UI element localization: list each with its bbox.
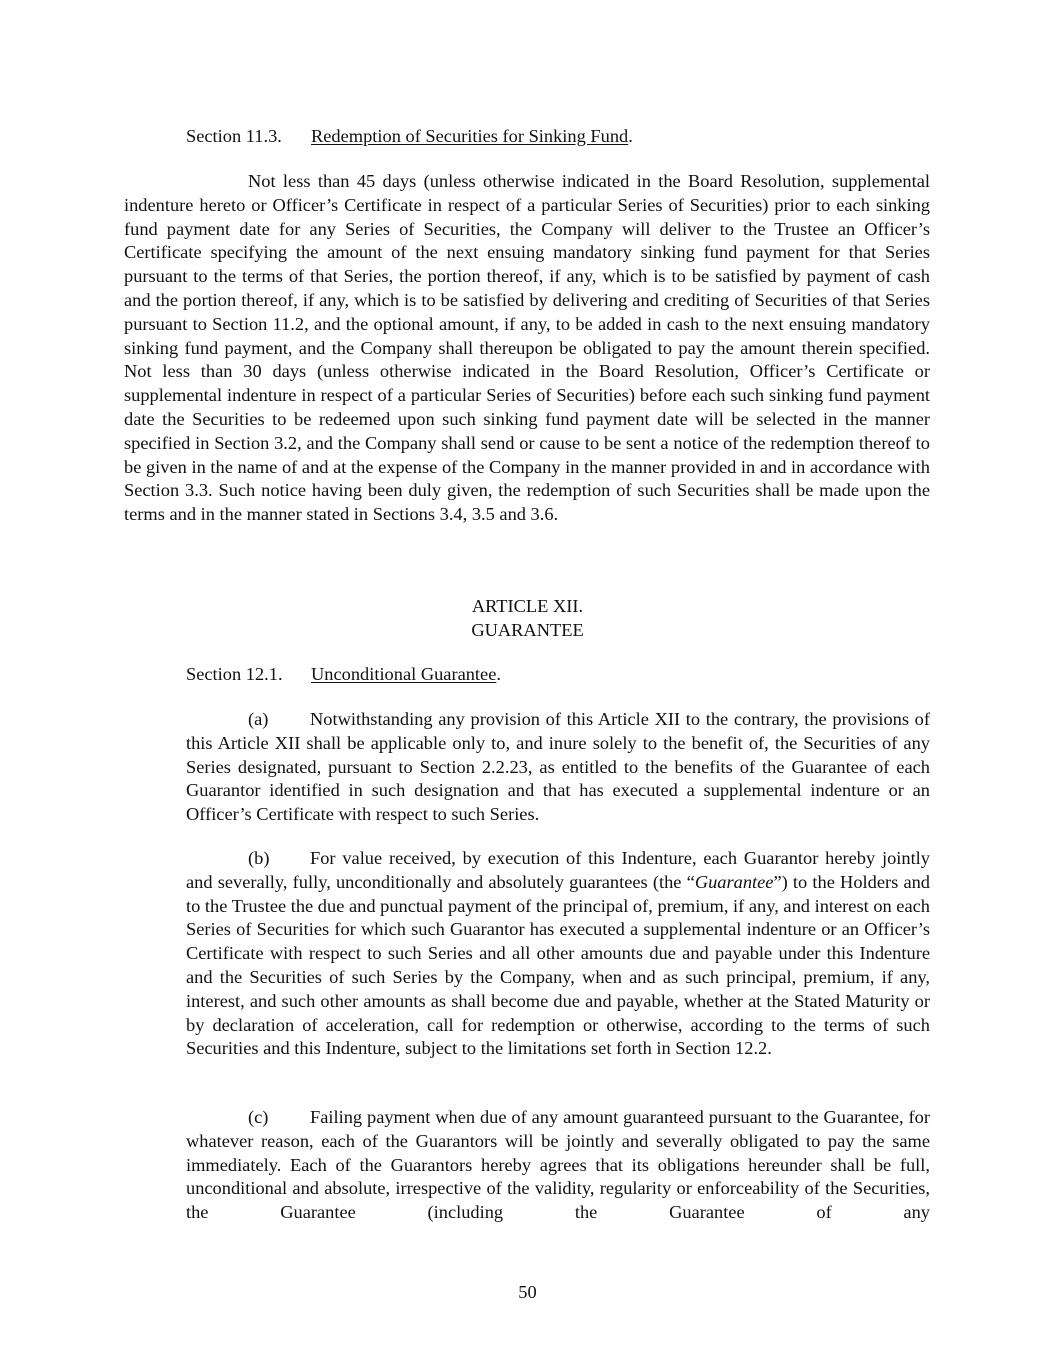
defined-term: Guarantee bbox=[694, 871, 774, 892]
clause-b bbox=[186, 847, 930, 1061]
section-title-period: . bbox=[496, 664, 501, 684]
section-11-3-heading bbox=[186, 125, 633, 149]
section-number: Section 11.3. bbox=[186, 126, 282, 146]
clause-text: Failing payment when due of any amount guaranteed pursuant to the Guarantee, for whatever reason, each of the Guarantors will be jointly and severally obligated to pay the same immediately. Each of the Guarantors hereby agrees that its obligations hereunder shall be full, unconditional and absolute, irrespective of the validity, regularity or enforceability of the Securities, the Guarantee (including the Guarantee of any bbox=[186, 1107, 930, 1223]
section-title: Unconditional Guarantee bbox=[311, 664, 497, 684]
article-number: ARTICLE XII. bbox=[471, 596, 584, 616]
clause-label: (c) bbox=[248, 1107, 269, 1127]
article-title: GUARANTEE bbox=[471, 620, 584, 640]
section-11-3-body: Not less than 45 days (unless otherwise indicated in the Board Resolution, supplemental indenture hereto or Officer’s Certificate in respect of a particular Series of Securities) prior to each sinking fund payment date for any Series of Securities, the Company will deliver to the Trustee an Officer’s Certificate specifying the amount of the next ensuing mandatory sinking fund payment for that Series pursuant to the terms of that Series, the portion thereof, if any, which is to be satisfied by payment of cash and the portion thereof, if any, which is to be satisfied by delivering and crediting of Securities of that Series pursuant to Section 11.2, and the optional amount, if any, to be added in cash to the next ensuing mandatory sinking fund payment, and the Company shall thereupon be obligated to pay the amount therein specified. Not less than 30 days (unless otherwise indicated in the Board Resolution, Officer’s Certificate or supplemental indenture in respect of a particular Series of Securities) before each such sinking fund payment date the Securities to be redeemed upon such sinking fund payment date will be selected in the manner specified in Section 3.2, and the Company shall send or cause to be sent a notice of the redemption thereof to be given in the name of and at the expense of the Company in the manner provided in and in accordance with Section 3.3. Such notice having been duly given, the redemption of such Securities shall be made upon the terms and in the manner stated in Sections 3.4, 3.5 and 3.6. bbox=[124, 171, 930, 525]
page-number: 50 bbox=[518, 1282, 537, 1302]
clause-label: (a) bbox=[248, 709, 269, 729]
clause-label: (b) bbox=[248, 848, 270, 868]
clause-a bbox=[186, 708, 930, 827]
clause-c bbox=[186, 1106, 930, 1225]
clause-text: Notwithstanding any provision of this Article XII to the contrary, the provisions of this Article XII shall be applicable only to, and inure solely to the benefit of, the Securities of any Series designated, pursuant to Section 2.2.23, as entitled to the benefits of the Guarantee of each Guarantor identified in such designation and that has executed a supplemental indenture or an Officer’s Certificate with respect to such Series. bbox=[186, 709, 930, 825]
section-title: Redemption of Securities for Sinking Fund bbox=[311, 126, 629, 146]
clause-text-before: For value received, by execution of this Indenture, each Guarantor hereby jointly and severally, fully, unconditionally and absolutely guarantees (the “ bbox=[186, 848, 930, 892]
section-number: Section 12.1. bbox=[186, 664, 283, 684]
section-title-period: . bbox=[628, 126, 633, 146]
section-12-1-heading bbox=[186, 663, 501, 687]
clause-text-after: ”) to the Holders and to the Trustee the due and punctual payment of the principal of, premium, if any, and interest on each Series of Securities for which such Guarantor has executed a supplemental indenture or an Officer’s Certificate with respect to such Series and all other amounts due and payable under this Indenture and the Securities of such Series by the Company, when and as such principal, premium, if any, interest, and such other amounts as shall become due and payable, whether at the Stated Maturity or by declaration of acceleration, call for redemption or otherwise, according to the terms of such Securities and this Indenture, subject to the limitations set forth in Section 12.2. bbox=[186, 871, 930, 1059]
